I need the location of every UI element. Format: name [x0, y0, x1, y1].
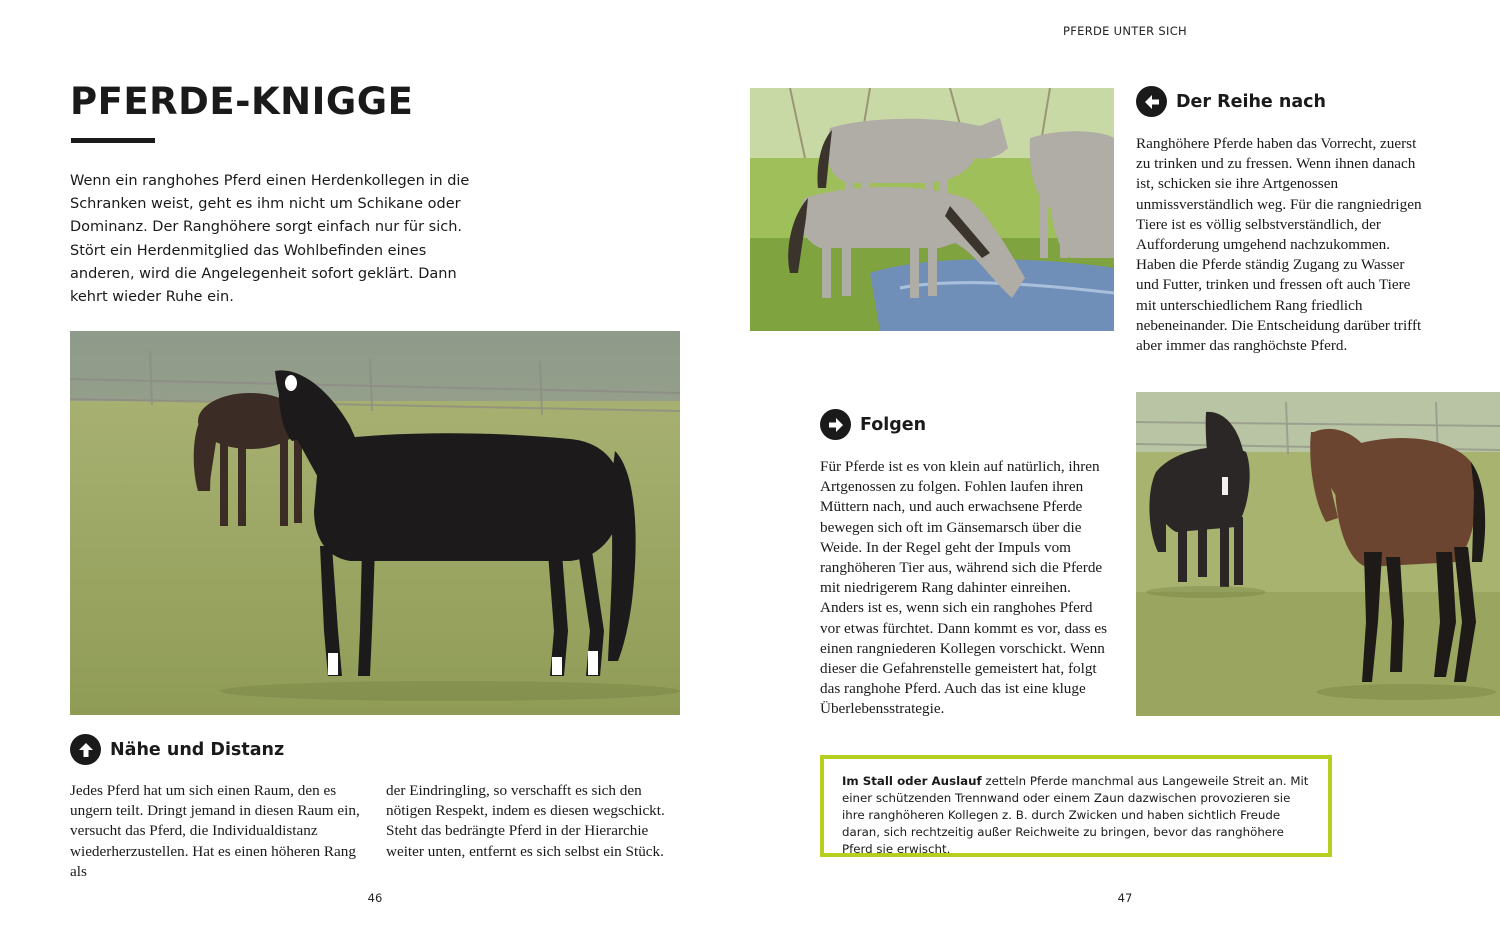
photo-horses-drinking: [750, 88, 1114, 331]
page-number-left: 46: [367, 891, 383, 905]
tip-text: zetteln Pferde manchmal aus Langeweile Streit an. Mit einer schützenden Trennwand oder einem Zaun dazwischen provozieren sie ihre ranghöheren Kollegen z. B. durch Zwicken und haben sichtlich Freude daran, sich rechtzeitig außer Reichweite zu bringen, bevor das ranghöhere Pferd sie erwischt.: [842, 774, 1309, 856]
folgen-text: Für Pferde ist es von klein auf natürlich, ihren Artgenossen zu folgen. Fohlen laufen ihren Müttern nach, und auch erwachsene Pferde bewegen sich oft im Gänsemarsch über die Weide. In der Regel geht der Impuls vom ranghöheren Tier aus, während sich die Pferde mit niedrigerem Rang dahinter einreihen. Anders ist es, wenn sich ein ranghohes Pferd vor etwas fürchtet. Dann kommt es vor, dass es einen rangniederen Kollegen vorschickt. Wenn dieser die Gefahrenstelle gemeistert hat, folgt das ranghohe Pferd. Auch das ist eine kluge Überlebensstrategie.: [820, 458, 1108, 718]
reihe-text: Ranghöhere Pferde haben das Vorrecht, zuerst zu trinken und zu fressen. Wenn ihnen danach ist, schicken sie ihre Artgenossen unmissverständlich weg. Für die rangniedrigen Tiere ist es völlig selbstverständlich, der Aufforderung umgehend nachzukommen. Haben die Pferde ständig Zugang zu Wasser und Futter, trinken und fressen oft auch Tiere mit unterschiedlichem Rang friedlich nebeneinander. Die Entscheidung darüber trifft aber immer das ranghöchste Pferd.: [1136, 135, 1422, 355]
tip-bold-lead: Im Stall oder Auslauf: [842, 774, 982, 788]
photo-two-horses-walking: [1136, 392, 1500, 716]
section-title: Nähe und Distanz: [110, 739, 285, 760]
arrow-left-icon: [1136, 86, 1167, 117]
lead-paragraph: Wenn ein ranghohes Pferd einen Herdenkollegen in die Schranken weist, geht es ihm nicht um Schikane oder Dominanz. Der Ranghöhere sorgt einfach nur für sich. Stört ein Herdenmitglied das Wohlbefinden eines anderen, wird die Angelegenheit sofort geklärt. Dann kehrt wieder Ruhe ein.: [70, 173, 470, 306]
naehe-text-col2: der Eindringling, so verschafft es sich den nötigen Respekt, indem es diesen wegschickt. Steht das bedrängte Pferd in der Hierarchie weiter unten, entfernt es sich selbst ein Stück.: [386, 782, 665, 860]
heading-folgen: [820, 409, 926, 440]
page-number-right: 47: [1117, 891, 1133, 905]
section-title: Der Reihe nach: [1176, 91, 1326, 112]
tip-box: [820, 755, 1332, 857]
section-title: Folgen: [860, 414, 927, 435]
page-title: PFERDE-KNIGGE: [70, 80, 414, 123]
heading-naehe-und-distanz: [70, 734, 284, 765]
running-head: PFERDE UNTER SICH: [1062, 24, 1187, 38]
arrow-right-icon: [820, 409, 851, 440]
naehe-text-col1: Jedes Pferd hat um sich einen Raum, den es ungern teilt. Dringt jemand in diesen Raum ein, versucht das Pferd, die Individualdistanz wiederherzustellen. Hat es einen höheren Rang als: [70, 782, 360, 880]
arrow-up-icon: [70, 734, 101, 765]
photo-black-horse: [70, 331, 680, 715]
heading-der-reihe-nach: [1136, 86, 1326, 117]
title-rule: [71, 138, 155, 143]
